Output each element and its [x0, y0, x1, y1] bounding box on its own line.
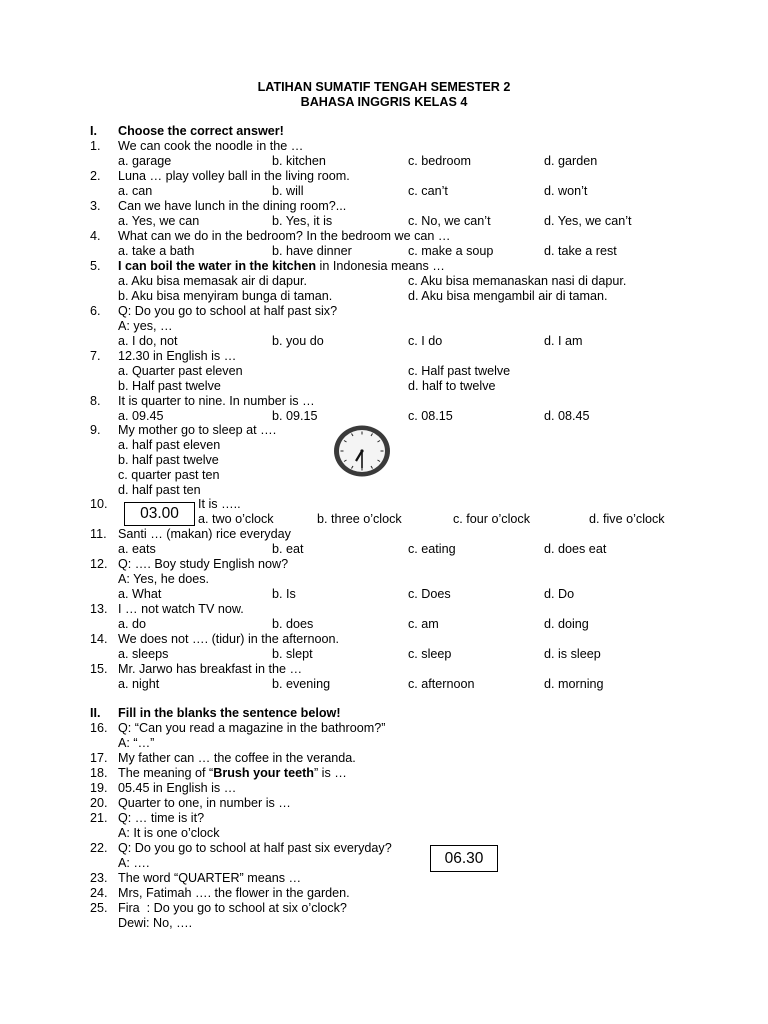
option-b: b. evening	[272, 677, 331, 691]
question-text: Mr. Jarwo has breakfast in the …	[118, 662, 303, 676]
question-number: 13.	[90, 602, 108, 616]
option-d: d. Do	[544, 587, 575, 601]
question-number: 12.	[90, 557, 108, 571]
option-d: d. 08.45	[544, 409, 590, 423]
option-b: b. does	[272, 617, 314, 631]
option-a: a. 09.45	[118, 409, 164, 423]
question-text: We does not …. (tidur) in the afternoon.	[118, 632, 339, 646]
time-box: 06.30	[430, 845, 498, 872]
question-number: 22.	[90, 841, 108, 855]
option-a: a. do	[118, 617, 147, 631]
option-a: a. Quarter past eleven	[118, 364, 243, 378]
option-a: a. can	[118, 184, 153, 198]
question-text: Luna … play volley ball in the living room.	[118, 169, 350, 183]
question-number: 7.	[90, 349, 101, 363]
question-text: Q: Do you go to school at half past six everyday?	[118, 841, 392, 855]
question-number: 24.	[90, 886, 108, 900]
option-b: b. 09.15	[272, 409, 318, 423]
question-text: Q: …. Boy study English now?	[118, 557, 289, 571]
question-text-pre: The meaning of “	[118, 766, 214, 780]
question-number: 2.	[90, 169, 101, 183]
question-text: Q: Do you go to school at half past six?	[118, 304, 338, 318]
option-d: d. does eat	[544, 542, 607, 556]
question-number: 18.	[90, 766, 108, 780]
option-b: b. three o’clock	[317, 512, 402, 526]
option-b: b. slept	[272, 647, 313, 661]
option-c: c. am	[408, 617, 439, 631]
option-c: c. bedroom	[408, 154, 471, 168]
title-line-1: LATIHAN SUMATIF TENGAH SEMESTER 2	[257, 80, 511, 94]
option-b: b. have dinner	[272, 244, 352, 258]
option-a: a. half past eleven	[118, 438, 221, 452]
question-text: The word “QUARTER” means …	[118, 871, 302, 885]
option-d: d. Aku bisa mengambil air di taman.	[408, 289, 608, 303]
question-text: We can cook the noodle in the …	[118, 139, 304, 153]
option-d: d. garden	[544, 154, 598, 168]
question-text: Q: “Can you read a magazine in the bathroom?”	[118, 721, 386, 735]
option-a: a. night	[118, 677, 160, 691]
question-number: 16.	[90, 721, 108, 735]
option-a: a. Aku bisa memasak air di dapur.	[118, 274, 308, 288]
question-number: 1.	[90, 139, 101, 153]
option-c: c. Aku bisa memanaskan nasi di dapur.	[408, 274, 627, 288]
option-b: b. will	[272, 184, 304, 198]
question-number: 4.	[90, 229, 101, 243]
option-c: c. quarter past ten	[118, 468, 220, 482]
question-text: Can we have lunch in the dining room?...	[118, 199, 347, 213]
option-b: b. half past twelve	[118, 453, 219, 467]
option-b: b. Is	[272, 587, 296, 601]
question-text: Santi … (makan) rice everyday	[118, 527, 291, 541]
question-number: 21.	[90, 811, 108, 825]
answer-prompt: Dewi: No, ….	[118, 916, 193, 930]
option-b: b. Yes, it is	[272, 214, 333, 228]
option-b: b. Half past twelve	[118, 379, 221, 393]
option-c: c. make a soup	[408, 244, 494, 258]
time-box: 03.00	[124, 502, 195, 526]
answer-prompt: A: yes, …	[118, 319, 173, 333]
question-text: Mrs, Fatimah …. the flower in the garden.	[118, 886, 350, 900]
option-d: d. I am	[544, 334, 583, 348]
option-a: a. I do, not	[118, 334, 178, 348]
option-c: c. afternoon	[408, 677, 475, 691]
question-number: 5.	[90, 259, 101, 273]
option-c: c. sleep	[408, 647, 452, 661]
option-d: d. half past ten	[118, 483, 201, 497]
question-number: 14.	[90, 632, 108, 646]
option-b: b. you do	[272, 334, 324, 348]
option-d: d. five o’clock	[589, 512, 665, 526]
option-b: b. Aku bisa menyiram bunga di taman.	[118, 289, 333, 303]
option-d: d. half to twelve	[408, 379, 496, 393]
option-c: c. four o’clock	[453, 512, 530, 526]
option-a: a. What	[118, 587, 162, 601]
question-number: 3.	[90, 199, 101, 213]
question-number: 23.	[90, 871, 108, 885]
option-b: b. kitchen	[272, 154, 326, 168]
option-a: a. Yes, we can	[118, 214, 200, 228]
question-text-bold: Brush your teeth	[213, 766, 314, 780]
option-d: d. morning	[544, 677, 604, 691]
question-number: 10.	[90, 497, 108, 511]
question-text-rest: in Indonesia means …	[316, 259, 445, 273]
question-number: 6.	[90, 304, 101, 318]
option-a: a. garage	[118, 154, 172, 168]
answer-prompt: A: It is one o’clock	[118, 826, 220, 840]
option-d: d. Yes, we can’t	[544, 214, 632, 228]
question-text: Fira : Do you go to school at six o’clock?	[118, 901, 347, 915]
option-a: a. sleeps	[118, 647, 169, 661]
option-c: c. Half past twelve	[408, 364, 511, 378]
section-1-number: I.	[90, 124, 97, 138]
option-b: b. eat	[272, 542, 304, 556]
answer-prompt: A: Yes, he does.	[118, 572, 210, 586]
option-c: c. eating	[408, 542, 456, 556]
section-2-number: II.	[90, 706, 101, 720]
question-text-bold: I can boil the water in the kitchen	[118, 259, 317, 273]
question-text: Q: … time is it?	[118, 811, 205, 825]
question-text: It is …..	[198, 497, 241, 511]
section-1-heading: Choose the correct answer!	[118, 124, 284, 138]
option-a: a. take a bath	[118, 244, 195, 258]
question-number: 11.	[90, 527, 107, 541]
question-text: 12.30 in English is …	[118, 349, 237, 363]
question-text-post: ” is …	[313, 766, 347, 780]
question-number: 17.	[90, 751, 108, 765]
question-text: My mother go to sleep at ….	[118, 423, 277, 437]
option-c: c. No, we can’t	[408, 214, 491, 228]
question-text: Quarter to one, in number is …	[118, 796, 291, 810]
answer-prompt: A: ….	[118, 856, 150, 870]
question-number: 19.	[90, 781, 108, 795]
clock-icon	[332, 424, 392, 478]
answer-prompt: A: “…”	[118, 736, 155, 750]
option-a: a. eats	[118, 542, 156, 556]
option-d: d. won’t	[544, 184, 588, 198]
option-c: c. Does	[408, 587, 451, 601]
question-number: 8.	[90, 394, 101, 408]
title-line-2: BAHASA INGGRIS KELAS 4	[300, 95, 468, 109]
question-text: What can we do in the bedroom? In the bedroom we can …	[118, 229, 451, 243]
question-text	[118, 766, 347, 781]
option-d: d. take a rest	[544, 244, 617, 258]
question-text: My father can … the coffee in the veranda.	[118, 751, 356, 765]
option-c: c. 08.15	[408, 409, 453, 423]
question-number: 20.	[90, 796, 108, 810]
question-number: 15.	[90, 662, 108, 676]
option-c: c. can’t	[408, 184, 448, 198]
option-c: c. I do	[408, 334, 443, 348]
question-text	[118, 259, 445, 274]
question-text: It is quarter to nine. In number is …	[118, 394, 315, 408]
question-number: 9.	[90, 423, 101, 437]
option-d: d. is sleep	[544, 647, 601, 661]
section-2-heading: Fill in the blanks the sentence below!	[118, 706, 341, 720]
option-a: a. two o’clock	[198, 512, 274, 526]
question-text: I … not watch TV now.	[118, 602, 244, 616]
question-number: 25.	[90, 901, 108, 915]
option-d: d. doing	[544, 617, 589, 631]
question-text: 05.45 in English is …	[118, 781, 237, 795]
